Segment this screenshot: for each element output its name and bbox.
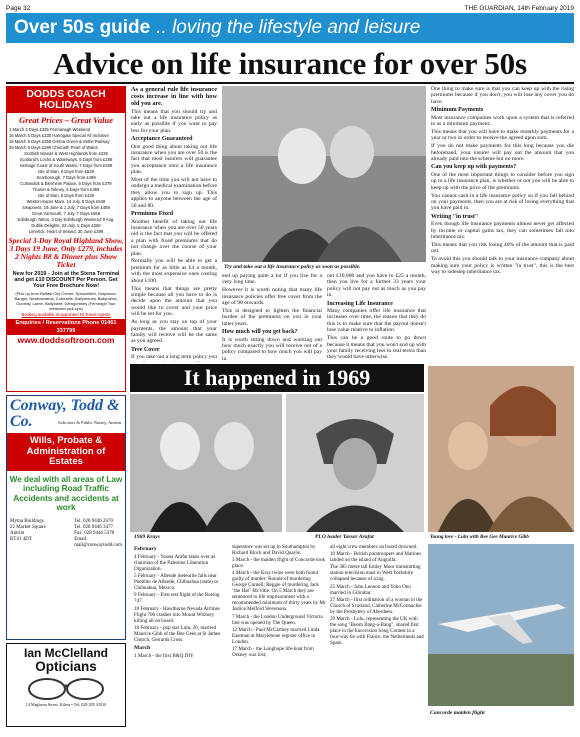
article-headline: Advice on life insurance for over 50s [53,46,527,81]
conway-logo: Conway, Todd & Co. [10,397,120,430]
timeline-entry: 29 March - Lulu, representing the UK with the song "Boom Bang-a-Bang", shared first place in the Eurovision Song Contest in a four-way tie with France, the Netherlands and Spain. [330,615,424,646]
mcc-name: Ian McClelland [23,646,109,660]
section-banner [6,13,574,43]
mcclelland-opticians-ad [6,643,126,727]
page-header [6,3,574,13]
conway-todd-ad [6,395,126,640]
paragraph: This is designed to lighten the financial burden of the premiums on you in your latter years. [222,308,322,327]
list-item: Thanet & Orkney, 5 Days from £359 [32,187,100,192]
conway-address [10,519,46,549]
banner-tagline: .. loving the lifestyle and leisure [156,17,421,38]
paragraph: Many companies offer life insurance that increases over time, the reason that they do this is to make sure that the payout doesn't lose value relative to inflation. [327,308,426,334]
timeline-entry: 1 March - the first B&Q DIY [134,652,194,659]
timeline-entry: 27 March - first ordination of a woman in the Church of Scotland, Catherine McConnachie by the Presbytery of Aberdeen. [330,596,423,615]
paragraph: end up paying quite a lot if you live for a very long time. [222,273,322,286]
march-column-2 [330,544,424,734]
paragraph: As a general rule life insurance costs increase in line with how old you are. [131,86,217,107]
paragraph: This means that you will have to make monthly payments for a year or two in order to receive the agreed upon sum. [431,128,574,142]
list-item: Scottish Islands & West Highlands from £329 [24,151,108,156]
contact-line: Fax. 028 9446 5378 [74,530,115,536]
march-column-1 [232,544,326,734]
timeline-entry: 9 February - First test flight of the Boeing 747. [134,592,220,605]
paragraph: One good thing about taking out life insurance when you are over 50 is the fact that most insurers will guarantee you acceptance onto a life insurance plan. [131,143,217,176]
dodds-trip-list [7,151,125,235]
address-line: BT41 4DT [10,536,32,542]
month-heading: March [134,644,151,651]
arafat-photo [286,394,424,532]
timeline-entry: superstore was set up in Southampton by Richard Block and David Quayle. [232,544,316,556]
feature-heading: It happened in 1969 [130,364,424,392]
paragraph: Another benefit of taking out life insurance when you are over 50 years old is the fact that you will be offered a plan with fixed premiums that do not change over the course of your plan. [131,218,217,257]
subheading: Tree Cover [131,346,160,353]
timeline-entry: 5 February - Allende meteorite falls near Pueblito de Allende, Chihuahua (state) or Chihuahua, Mexico. [134,573,219,592]
paragraph: Even though life insurance payments almost never get affected by income or capital gains tax, they can sometimes fall into inheritance tax. [431,221,574,241]
conway-address-block [7,517,125,551]
list-item: Edinburgh Tattoo, 3 Day Edinburgh Weekend 9 Aug. [17,217,115,222]
timeline-entry: 4 February - Yasser Arafat takes over as chairman of the Palestine Liberation Organization. [134,554,216,572]
paper-date: THE GUARDIAN, 14th February 2019 [464,4,574,12]
krays-image-icon [130,394,282,532]
timeline-entry: 18 February - Hawthorne Nevada Airlines Flight 708 crashes into Mount Whitney killing all on board. [134,605,220,624]
couple-photo-icon [222,86,426,262]
subheading: Writing "in trust" [431,213,479,220]
paragraph: If you take out a long term policy you [131,354,217,361]
list-item: Limerick, Heart of Ireland, 30 June £399 [28,229,104,234]
paragraph: This means that things are pretty simple because all you have to do is decide upon the amount that you would like to cover and your price will be set for you. [131,285,217,318]
list-item: Dublin Delights, 22 July, 5 Days £369 [31,223,101,228]
article-column-4 [431,86,574,362]
paragraph: It is worth sitting down and working out how much exactly you will receive out of a policy compared to how much you will pay in. [222,336,322,362]
timeline-entry: 19 March - British paratroopers and Marines landed on the island of Anguilla. [330,551,422,564]
timeline-entry: 25 March - John Lennon and Yoko Ono married in Gibraltar. [330,583,411,596]
address-line: Mytna Buildings [10,518,44,524]
contact-line: Tel. 028 9446 2670 [74,518,114,524]
dodds-left-list [7,127,125,151]
krays-photo [130,394,282,532]
concorde-photo [428,544,574,706]
dodds-enquiries: Enquiries / Reservations Phone 01461 337799 [7,319,125,335]
list-item: Isle of Man, 6 Days from £539 [38,169,94,174]
paragraph: Normally you will be able to get a premium for as little as £4 a month, with the most expensive ones costing about £100. [131,258,217,284]
paragraph: As long as you stay on top of your payments, the amount that your family will receive will be the same as you agreed. [131,319,217,345]
dodds-subtitle: Great Prices – Great Value [19,115,113,125]
list-item: 25 March 5 Days £289 Chiscieth Pearl of Wales [9,145,98,150]
article-column-3 [327,273,426,362]
paragraph: out £10,000 and you have to £25 a month, then you live for a further 33 years your policy will not pay out as much as you pay in. [327,273,426,299]
subheading: Increasing Life Insurance [327,300,393,307]
dodds-special: Special 3-Day Royal Highland Show, 3 Days 19 June, Only £279, includes 2 Nights B8 & Dinner plus Show Ticket [8,236,124,269]
paragraph: One thing to make sure is that you can keep up with the rising premiums because if you don't, you will lose any cover you do have. [431,86,574,105]
subheading: Can you keep up with payments? [431,164,517,171]
february-column [134,544,228,734]
article-column-1 [131,86,217,362]
contact-line: Tel. 028 9446 3477 [74,524,114,530]
timeline-entry: all eight crew members on board drowned. [330,544,418,550]
address-line: Antrim [10,530,25,536]
list-item: Isle of Man, 6 Days from £439 [38,193,94,198]
arafat-image-icon [286,394,424,532]
conway-deal: We deal with all areas of Law including Road Traffic Accidents and accidents at work [9,474,123,512]
paragraph: This means that you risk losing 40% of the amount that is paid out. [431,241,574,255]
list-item: Heritage Coast of South Wales, 7 Days from £509 [19,163,113,168]
timeline-entry: 18 February - pop star Lulu, 20, married Maurice Gibb of the Bee Gees at St James Church, Gerrards Cross. [134,624,221,643]
concorde-caption: Concorde maiden flight [430,710,485,716]
dodds-website[interactable]: www.doddsoftroon.com [17,334,115,345]
list-item: Scarborough, 7 Days from £499 [36,175,96,180]
subheading: Premiums Fixed [131,211,174,218]
timeline-entry: 3 March - the maiden flight of Concorde took place. [232,557,326,570]
life-insurance-photo [222,86,426,262]
list-item: Great Yarmouth, 7 July, 7 Days £558 [31,211,101,216]
dodds-promo: New for 2019 - Join at the Stena Terminal and get £10 DISCOUNT Per Person. Get Your Free Brochure Now! [12,271,120,290]
list-item: Scotland's Lochs & Waterways, 5 Days from £289 [19,157,113,162]
arafat-caption: PLO leader Yasser Arafat [315,534,374,540]
mcc-address: 14 Magheira Street, Kilrea • Tel: 028 295 41010 [25,702,107,707]
paragraph: If you do not make payments for this long because you die beforehand, your insurer will pay out the amount that you already paid into the scheme but no more. [431,143,574,163]
page-number: Page 32 [6,4,31,12]
dodds-title: DODDS COACH HOLIDAYS [7,87,125,113]
concorde-image-icon [428,544,574,706]
headline-rule [6,82,574,84]
timeline-entry: 12 March - Paul McCartney married Linda Eastman at Marylebone register office in London. [232,626,320,645]
krays-caption: 1969 Krays [134,534,160,540]
timeline-entry: 17 March - the Longhope life-boat from Orkney was lost, [232,645,314,658]
lulu-photo [428,366,574,532]
list-item: Swapness, 19 June & 1 July, 7 Days from £489 [22,205,110,210]
subheading: How much will you get back? [222,329,298,336]
photo-caption: Try and take out a life insurance policy as soon as possible. [224,264,361,270]
timeline-entry: The 385 metre tall Emley Moor transmitting station television mast in West Yorkshire collapsed because of icing. [330,564,421,583]
paragraph: Most insurance companies work upon a system that is referred to as a minimum payment. [431,114,574,128]
month-heading: February [134,546,157,552]
mcc-opticians: Opticians [35,659,97,674]
timeline-entry: 7 March - the London Underground Victoria line was opened by The Queen. [232,613,323,626]
paragraph: You cannot cash in a life insurance policy so if you fall behind on your payments, then you are at risk of losing everything that you have paid in. [431,192,574,212]
paragraph: To avoid this you should talk to your insurance company about making sure your policy is written "in trust", this is the best way to sidestep inheritance tax. [431,256,574,276]
conway-subtitle: Solicitors & Public Notary, Antrim [58,420,121,425]
paragraph: However it is worth noting that many life insurance policies offer free cover from the age of 90 onwards. [222,287,322,307]
paragraph: This can be a good route to go down because it means that you won't end up with your family receiving less in real terms than they would have otherwise. [327,335,426,361]
conway-wills: Wills, Probate & Administration of Estates [7,433,125,471]
dodds-booking: Booking available at appointed NI Travel Agents [21,311,111,317]
subheading: Acceptance Guaranteed [131,136,193,143]
timeline-entry: 4 March - the Kray twins were both found guilty of murder: Ronnie of murdering George Cornell; Reggie of murdering Jack "the Hat" McVitie. On 5 March they are sentenced to life imprisonment with a recommended minimum of thirty years by Mr Justice Melford Stevenson. [232,570,326,613]
contact-line: Email: [74,536,88,542]
paragraph: This means that you should try and take out a life insurance policy as early as possible if you want to pay less for your plan. [131,108,217,134]
subheading: Minimum Payments [431,107,484,114]
conway-contact [74,519,122,549]
paragraph: Most of the time you will not have to undergo a medical examination before they allow you to sign up. This applies to anyone between the age of 50 and 80. [131,177,217,209]
glasses-icon [7,674,125,702]
paragraph: One of the most important things to consider before you sign up to a life insurance plan, is whether or not you will be able to keep up with the price of the premiums. [431,171,574,191]
list-item: 1 March 3 Days £335 Fermanagh Weekend [9,127,91,132]
list-item: Weston-Super-Mare, 14 July, 8 Days £649 [26,199,106,204]
article-column-2 [222,273,322,362]
list-item: 16 March 5 Days £330 Harrogate Special All Inclusive [9,133,109,138]
dodds-coach-ad [6,86,126,392]
banner-title: Over 50s guide [14,17,151,38]
list-item: 16 March 5 Days £359 Gretna Green & Settle Railway [9,139,110,144]
contact-email[interactable]: mail@conwaytodd.com [74,542,122,548]
address-line: 22 Market Square [10,524,46,530]
list-item: Cotswolds & Blenheim Palace, 5 Days from £379 [20,181,112,186]
dodds-pickup: (Pick up from Belfast City Centre, Sprucefield, Holywood, Bangor, Newtownards, Coleraine, Ballymoney, Ballymena, Dunnilly, Larne, Ballyclare, Glengormley (Ferneagh Tour restricted pick-ups) [14,290,118,311]
lulu-image-icon [428,366,574,532]
lulu-caption: Young love - Lulu with Bee Gee Maurice Gibb [430,534,529,540]
